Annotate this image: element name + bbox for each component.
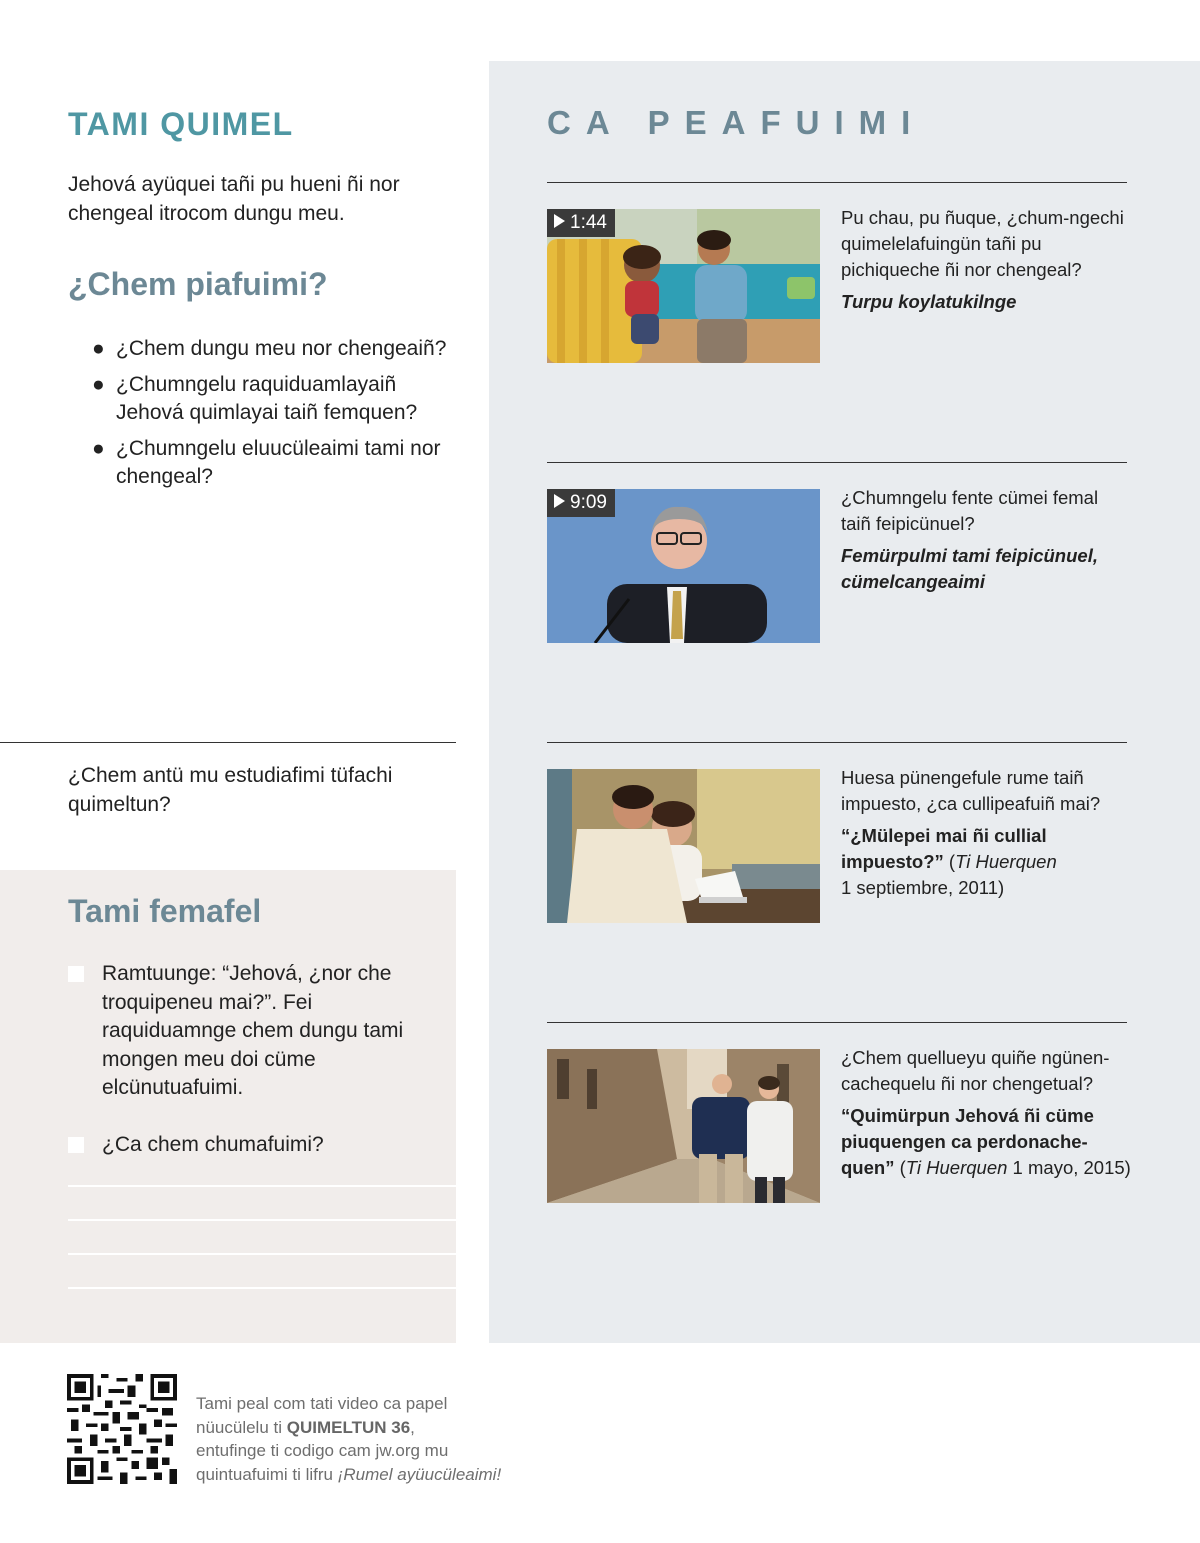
- resource-question: ¿Chem quellueyu quiñe ngünen-cachequelu ñi nor chengetual?: [841, 1047, 1110, 1094]
- divider: [547, 182, 1127, 183]
- bullet-icon: ●: [92, 372, 105, 396]
- divider: [547, 462, 1127, 463]
- resource-text: [841, 485, 1131, 595]
- question-text: ¿Chem dungu meu nor chengeaiñ?: [116, 337, 447, 360]
- writing-line[interactable]: [68, 1185, 456, 1187]
- resource-text: [841, 205, 1131, 315]
- resource-question: Huesa pünengefule rume taiñ impuesto, ¿ca cullipeafuiñ mai?: [841, 767, 1101, 814]
- writing-line[interactable]: [68, 1253, 456, 1255]
- resource-link[interactable]: “Quimürpun Jehová ñi cüme piuquengen ca perdonache-quen” (Ti Huerquen 1 mayo, 2015): [841, 1105, 1131, 1178]
- writing-line[interactable]: [68, 1219, 456, 1221]
- play-icon: [554, 494, 565, 508]
- list-item: [92, 435, 452, 492]
- resource-text: [841, 1045, 1131, 1181]
- more-title: CA PEAFUIMI: [547, 104, 926, 141]
- checkbox-icon[interactable]: [68, 966, 84, 982]
- article-thumbnail[interactable]: [547, 769, 820, 923]
- bullet-icon: ●: [92, 337, 105, 360]
- article-thumbnail[interactable]: [547, 1049, 820, 1203]
- list-item: [92, 371, 452, 428]
- resource-question: Pu chau, pu ñuque, ¿chum-ngechi quimelelafuingün tañi pu pichiqueche ñi nor chengeal?: [841, 207, 1124, 280]
- goal-text: Ramtuunge: “Jehová, ¿nor che troquipeneu mai?”. Fei raquiduamnge chem dungu tami mongen meu doi cüme elcünutuafuimi.: [102, 962, 404, 1099]
- question-text: ¿Chumngelu eluucüleaimi tami nor chengeal?: [116, 436, 441, 488]
- goal-title: Tami femafel: [68, 893, 262, 929]
- bullet-icon: ●: [92, 436, 105, 460]
- qr-code-icon[interactable]: [67, 1374, 177, 1484]
- questions-list: [92, 335, 452, 499]
- goal-text: ¿Ca chem chumafuimi?: [102, 1133, 324, 1156]
- couple-walking-image: [547, 1049, 820, 1203]
- list-item: [92, 335, 452, 364]
- resource-link[interactable]: “¿Mülepei mai ñi cullial impuesto?” (Ti Huerquen 1 septiembre, 2011): [841, 825, 1057, 898]
- summary-text: Jehová ayüquei tañi pu hueni ñi nor chengeal itrocom dungu meu.: [68, 173, 400, 225]
- study-date-prompt: ¿Chem antü mu estudiafimi tüfachi quimeltun?: [68, 764, 393, 816]
- writing-line[interactable]: [68, 1287, 456, 1289]
- goal-item[interactable]: [68, 1131, 408, 1160]
- divider: [0, 742, 456, 743]
- resource-question: ¿Chumngelu fente cümei femal taiñ feipicünuel?: [841, 487, 1099, 534]
- questions-title: ¿Chem piafuimi?: [68, 266, 328, 302]
- resource-link[interactable]: Turpu koylatukilnge: [841, 291, 1017, 312]
- couple-paperwork-image: [547, 769, 820, 923]
- summary-title: TAMI QUIMEL: [68, 106, 294, 142]
- divider: [547, 742, 1127, 743]
- goal-item[interactable]: [68, 960, 408, 1103]
- divider: [547, 1022, 1127, 1023]
- question-text: ¿Chumngelu raquiduamlayaiñ Jehová quimlayai taiñ femquen?: [116, 372, 418, 424]
- goal-panel: [0, 870, 456, 1343]
- play-icon: [554, 214, 565, 228]
- footer-note: Tami peal com tati video ca papel nüucülelu ti QUIMELTUN 36, entufinge ti codigo cam jw.org mu quintuafuimi ti lifru ¡Rumel ayüucüleaimi!: [196, 1394, 502, 1484]
- video-duration: 1:44: [547, 209, 615, 237]
- checkbox-icon[interactable]: [68, 1137, 84, 1153]
- resource-link[interactable]: Femürpulmi tami feipicünuel, cümelcangeaimi: [841, 545, 1098, 592]
- resource-text: [841, 765, 1131, 901]
- video-thumbnail[interactable]: [547, 489, 820, 643]
- video-thumbnail[interactable]: [547, 209, 820, 363]
- video-duration: 9:09: [547, 489, 615, 517]
